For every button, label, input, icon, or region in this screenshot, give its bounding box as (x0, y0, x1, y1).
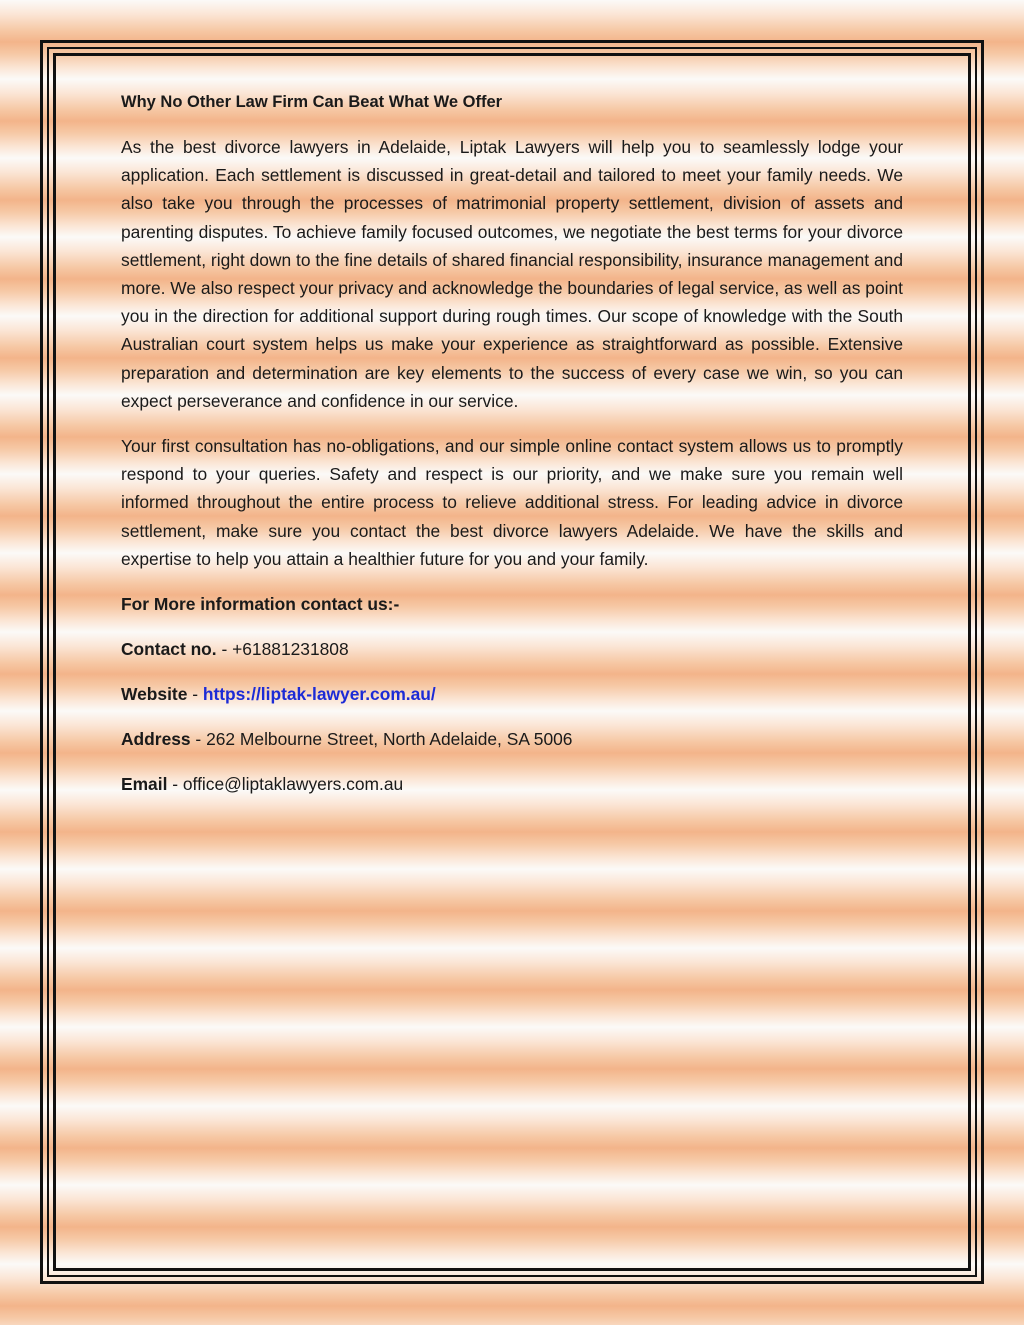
contact-heading: For More information contact us:- (121, 594, 400, 615)
address-value: 262 Melbourne Street, North Adelaide, SA 5006 (206, 729, 573, 750)
address-separator: - (190, 729, 207, 750)
intro-paragraph: As the best divorce lawyers in Adelaide, Liptak Lawyers will help you to seamlessly lodge your application. Each settlement is discussed in great-detail and tailored to meet your family needs. We also take you through the processes of matrimonial property settlement, division of assets and parenting disputes. To achieve family focused outcomes, we negotiate the best terms for your divorce settlement, right down to the fine details of shared financial responsibility, insurance management and more. We also respect your privacy and acknowledge the boundaries of legal service, as well as point you in the direction for additional support during rough times. Our scope of knowledge with the South Australian court system helps us make your experience as straightforward as possible. Extensive preparation and determination are key elements to the success of every case we win, so you can expect perseverance and confidence in our service. (121, 137, 903, 411)
email-value[interactable]: office@liptaklawyers.com.au (182, 774, 404, 795)
phone-label: Contact no. (121, 639, 217, 660)
website-label: Website (121, 684, 188, 705)
phone-value[interactable]: +61881231808 (232, 639, 349, 660)
contact-email-line (121, 770, 903, 798)
website-separator: - (187, 684, 203, 705)
contact-phone-line (121, 635, 903, 663)
phone-separator: - (216, 639, 233, 660)
contact-website-line (121, 680, 903, 708)
email-separator: - (167, 774, 183, 795)
consultation-paragraph: Your first consultation has no-obligations, and our simple online contact system allows us to promptly respond to your queries. Safety and respect is our priority, and we make sure you remain well informed throughout the entire process to relieve additional stress. For leading advice in divorce settlement, make sure you contact the best divorce lawyers Adelaide. We have the skills and expertise to help you attain a healthier future for you and your family. (121, 436, 903, 569)
contact-address-line (121, 725, 903, 753)
address-label: Address (121, 729, 191, 750)
document-body (121, 88, 903, 815)
email-label: Email (121, 774, 168, 795)
website-link[interactable]: https://liptak-lawyer.com.au/ (202, 684, 436, 705)
document-heading: Why No Other Law Firm Can Beat What We Offer (121, 93, 503, 111)
